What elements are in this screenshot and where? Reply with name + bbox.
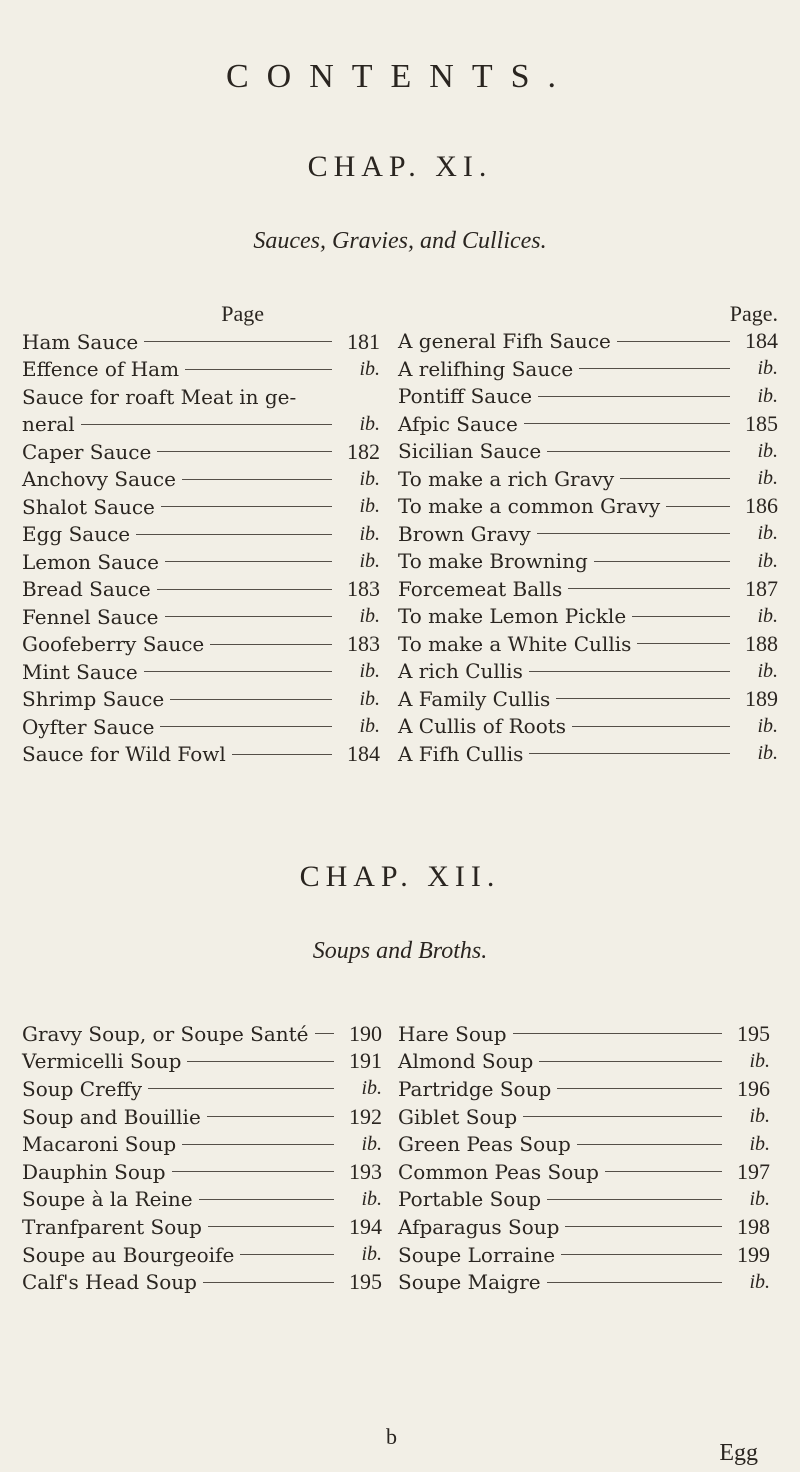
toc-entry-title: Oyfter Sauce xyxy=(22,714,155,739)
toc-entry xyxy=(22,713,380,741)
chapter-xi-right-column xyxy=(398,300,778,768)
leader-rule xyxy=(136,534,332,535)
toc-entry xyxy=(398,1213,770,1241)
toc-entry xyxy=(22,631,380,659)
toc-entry-title: To make Lemon Pickle xyxy=(398,604,627,629)
leader-rule xyxy=(208,1226,334,1227)
leader-rule xyxy=(529,671,730,672)
toc-entry-page: 196 xyxy=(737,1075,770,1101)
toc-entry xyxy=(398,1186,770,1214)
toc-entry xyxy=(22,411,380,439)
toc-entry xyxy=(398,1241,770,1269)
leader-rule xyxy=(170,699,332,700)
toc-entry-title: A Family Cullis xyxy=(398,686,551,711)
toc-entry-title: Vermicelli Soup xyxy=(22,1049,182,1074)
leader-rule xyxy=(556,698,730,699)
toc-entry xyxy=(22,1130,382,1158)
toc-entry-title: A Cullis of Roots xyxy=(398,714,567,739)
leader-rule xyxy=(547,451,730,452)
toc-entry xyxy=(398,465,778,493)
toc-entry-title: Forcemeat Balls xyxy=(398,576,563,601)
toc-entry xyxy=(22,686,380,714)
chapter-xii-right-column xyxy=(398,1020,770,1296)
leader-rule xyxy=(165,561,332,562)
toc-entry-title: Common Peas Soup xyxy=(398,1159,599,1184)
signature-mark: b xyxy=(386,1424,397,1449)
leader-rule xyxy=(666,506,730,507)
toc-entry-page: ib. xyxy=(749,1049,770,1072)
toc-entry-page: 195 xyxy=(737,1020,770,1046)
leader-rule xyxy=(605,1171,722,1172)
toc-entry-page: ib. xyxy=(359,687,380,710)
toc-entry-title: Soupe au Bourgeoife xyxy=(22,1242,235,1267)
leader-rule xyxy=(513,1033,722,1034)
toc-entry xyxy=(398,575,778,603)
leader-rule xyxy=(81,424,332,425)
toc-entry-page: ib. xyxy=(359,550,380,573)
leader-rule xyxy=(523,1116,722,1117)
toc-entry-title: Partridge Soup xyxy=(398,1076,552,1101)
toc-entry xyxy=(398,1158,770,1186)
leader-rule xyxy=(620,478,730,479)
toc-entry-page: 195 xyxy=(349,1269,382,1295)
toc-entry-page: ib. xyxy=(749,1270,770,1293)
toc-entry-title: Goofeberry Sauce xyxy=(22,632,205,657)
running-title: CONTENTS. xyxy=(225,58,575,95)
toc-entry xyxy=(22,1048,382,1076)
leader-rule xyxy=(529,753,730,754)
toc-entry-page: 184 xyxy=(745,328,778,354)
toc-entry-page: ib. xyxy=(359,605,380,628)
page-column-label: Page. xyxy=(729,301,778,326)
toc-entry-page: 191 xyxy=(349,1048,382,1074)
toc-entry xyxy=(398,1130,770,1158)
toc-entry-title: Afparagus Soup xyxy=(398,1214,560,1239)
toc-entry-title: Effence of Ham xyxy=(22,357,180,382)
leader-rule xyxy=(185,369,332,370)
toc-entry-title: Soup and Bouillie xyxy=(22,1104,201,1129)
toc-entry-page: 198 xyxy=(737,1213,770,1239)
toc-entry-page: ib. xyxy=(749,1187,770,1210)
toc-entry-title: Caper Sauce xyxy=(22,439,152,464)
toc-entry-page: ib. xyxy=(757,357,778,380)
toc-entry-title: Afpic Sauce xyxy=(398,411,518,436)
toc-entry-title: Anchovy Sauce xyxy=(22,467,176,492)
toc-entry-page: 184 xyxy=(347,741,380,767)
toc-entry-title: Lemon Sauce xyxy=(22,549,159,574)
toc-entry xyxy=(22,383,380,411)
toc-entry-page: ib. xyxy=(361,1077,382,1100)
leader-rule xyxy=(637,643,730,644)
toc-entry xyxy=(22,466,380,494)
toc-entry-title: Green Peas Soup xyxy=(398,1132,571,1157)
leader-rule xyxy=(539,1061,722,1062)
toc-entry-page: ib. xyxy=(359,467,380,490)
toc-entry xyxy=(398,383,778,411)
toc-entry-title: A rich Cullis xyxy=(398,659,523,684)
toc-entry xyxy=(22,658,380,686)
toc-entry-title: Dauphin Soup xyxy=(22,1159,166,1184)
toc-entry xyxy=(398,1020,770,1048)
toc-entry-title: Egg Sauce xyxy=(22,522,131,547)
toc-entry-title: Almond Soup xyxy=(398,1049,534,1074)
toc-entry xyxy=(398,493,778,521)
toc-entry-title: To make a White Cullis xyxy=(398,631,632,656)
leader-rule xyxy=(187,1061,334,1062)
toc-entry xyxy=(22,521,380,549)
leader-rule xyxy=(579,368,730,369)
toc-entry-title: To make a common Gravy xyxy=(398,494,661,519)
toc-entry-title: To make Browning xyxy=(398,549,588,574)
toc-entry-title: Brown Gravy xyxy=(398,521,531,546)
leader-rule xyxy=(161,506,332,507)
toc-entry-page: 185 xyxy=(745,410,778,436)
toc-entry-title: Soupe à la Reine xyxy=(22,1187,193,1212)
toc-entry xyxy=(22,1213,382,1241)
toc-entry-page: ib. xyxy=(361,1132,382,1155)
leader-rule xyxy=(240,1254,334,1255)
chapter-xi-heading: CHAP. XI. xyxy=(307,150,493,183)
toc-entry xyxy=(22,1020,382,1048)
toc-entry-page: 193 xyxy=(349,1158,382,1184)
leader-rule xyxy=(157,589,332,590)
toc-entry-title: A Fifh Cullis xyxy=(398,741,524,766)
toc-entry xyxy=(22,1186,382,1214)
toc-entry-page: ib. xyxy=(757,742,778,765)
toc-entry xyxy=(398,520,778,548)
toc-entry-page: 186 xyxy=(745,493,778,519)
chapter-xi-subtitle: Sauces, Gravies, and Cullices. xyxy=(253,228,547,254)
entry-list xyxy=(22,328,380,768)
catchword: Egg xyxy=(719,1440,758,1466)
toc-entry-page: 183 xyxy=(347,576,380,602)
toc-entry-page: ib. xyxy=(359,660,380,683)
toc-entry xyxy=(22,741,380,769)
toc-entry-page: 189 xyxy=(745,685,778,711)
leader-rule xyxy=(148,1088,334,1089)
toc-entry-title: Sicilian Sauce xyxy=(398,439,542,464)
entry-list xyxy=(398,1020,770,1296)
toc-entry-page: 199 xyxy=(737,1241,770,1267)
toc-entry-page: ib. xyxy=(359,495,380,518)
toc-entry-title: Shrimp Sauce xyxy=(22,687,165,712)
toc-entry-page: 190 xyxy=(349,1020,382,1046)
leader-rule xyxy=(210,644,332,645)
toc-entry xyxy=(398,410,778,438)
toc-entry-title: Soupe Maigre xyxy=(398,1270,541,1295)
toc-entry-page: 181 xyxy=(347,328,380,354)
toc-entry-page: ib. xyxy=(361,1243,382,1266)
leader-rule xyxy=(561,1254,722,1255)
toc-entry xyxy=(22,1268,382,1296)
leader-rule xyxy=(144,671,332,672)
toc-entry-page: 192 xyxy=(349,1103,382,1129)
toc-entry-page: 194 xyxy=(349,1213,382,1239)
toc-entry-page: 197 xyxy=(737,1158,770,1184)
leader-rule xyxy=(537,533,730,534)
toc-entry-page: ib. xyxy=(757,439,778,462)
toc-entry-page: 183 xyxy=(347,631,380,657)
leader-rule xyxy=(524,423,730,424)
toc-entry xyxy=(22,493,380,521)
toc-entry-page: ib. xyxy=(757,467,778,490)
toc-entry xyxy=(398,355,778,383)
toc-entry-page: 188 xyxy=(745,630,778,656)
toc-entry-title: Fennel Sauce xyxy=(22,604,159,629)
toc-entry-title: Sauce for Wild Fowl xyxy=(22,742,226,767)
toc-entry-page: ib. xyxy=(361,1187,382,1210)
toc-entry-page: 182 xyxy=(347,438,380,464)
leader-rule xyxy=(203,1282,334,1283)
toc-entry xyxy=(398,630,778,658)
toc-entry-title: Calf's Head Soup xyxy=(22,1270,197,1295)
leader-rule xyxy=(547,1282,722,1283)
toc-entry-page: ib. xyxy=(757,714,778,737)
leader-rule xyxy=(160,726,332,727)
toc-entry-title: Sauce for roaft Meat in ge- xyxy=(22,384,297,409)
toc-entry xyxy=(398,658,778,686)
leader-rule xyxy=(207,1116,334,1117)
toc-entry xyxy=(22,1241,382,1269)
toc-entry-title: Soupe Lorraine xyxy=(398,1242,556,1267)
leader-rule xyxy=(577,1144,722,1145)
leader-rule xyxy=(565,1226,722,1227)
toc-entry xyxy=(22,603,380,631)
toc-entry-page: ib. xyxy=(359,522,380,545)
toc-entry-title: Ham Sauce xyxy=(22,329,139,354)
toc-entry-title: Portable Soup xyxy=(398,1187,542,1212)
toc-entry-title: Soup Creffy xyxy=(22,1076,142,1101)
toc-entry-page: ib. xyxy=(749,1132,770,1155)
toc-entry-page: ib. xyxy=(359,715,380,738)
toc-entry-page: ib. xyxy=(757,549,778,572)
chapter-xii-heading: CHAP. XII. xyxy=(299,860,501,893)
toc-entry xyxy=(22,548,380,576)
toc-entry-title: A relifhing Sauce xyxy=(398,356,574,381)
leader-rule xyxy=(144,341,332,342)
leader-rule xyxy=(594,561,730,562)
toc-entry-title: neral xyxy=(22,412,75,437)
toc-entry xyxy=(398,1048,770,1076)
toc-entry xyxy=(22,1075,382,1103)
toc-entry xyxy=(398,740,778,768)
leader-rule xyxy=(568,588,730,589)
leader-rule xyxy=(199,1199,334,1200)
toc-entry xyxy=(22,1103,382,1131)
toc-entry-title: Giblet Soup xyxy=(398,1104,518,1129)
toc-entry-title: Pontiff Sauce xyxy=(398,384,533,409)
entry-list xyxy=(22,1020,382,1296)
toc-entry xyxy=(398,685,778,713)
toc-entry-title: Mint Sauce xyxy=(22,659,138,684)
page-column-label: Page xyxy=(221,301,264,326)
toc-entry-page: ib. xyxy=(749,1105,770,1128)
toc-entry-title: Gravy Soup, or Soupe Santé xyxy=(22,1021,309,1046)
toc-entry xyxy=(398,1075,770,1103)
toc-entry xyxy=(398,328,778,356)
toc-entry-title: Shalot Sauce xyxy=(22,494,155,519)
toc-entry xyxy=(398,713,778,741)
leader-rule xyxy=(557,1088,722,1089)
chapter-xii-left-column xyxy=(22,1020,382,1296)
toc-entry-title: Bread Sauce xyxy=(22,577,151,602)
toc-entry-page: ib. xyxy=(757,522,778,545)
leader-rule xyxy=(157,451,332,452)
toc-entry xyxy=(22,438,380,466)
leader-rule xyxy=(547,1199,722,1200)
toc-entry-title: Tranfparent Soup xyxy=(22,1214,202,1239)
toc-entry-title: Hare Soup xyxy=(398,1021,507,1046)
toc-entry xyxy=(398,1103,770,1131)
toc-entry-page: ib. xyxy=(359,357,380,380)
toc-entry-page: ib. xyxy=(757,384,778,407)
leader-rule xyxy=(538,396,730,397)
toc-entry xyxy=(22,356,380,384)
toc-entry xyxy=(398,1268,770,1296)
leader-rule xyxy=(572,726,730,727)
leader-rule xyxy=(182,479,332,480)
toc-entry xyxy=(22,328,380,356)
chapter-xi-left-column xyxy=(22,300,380,768)
toc-entry xyxy=(22,576,380,604)
toc-entry-page: ib. xyxy=(757,604,778,627)
leader-rule xyxy=(632,616,730,617)
entry-list xyxy=(398,300,778,768)
toc-entry-page: ib. xyxy=(757,659,778,682)
toc-entry xyxy=(398,438,778,466)
toc-entry-title: Macaroni Soup xyxy=(22,1132,177,1157)
toc-entry-title: To make a rich Gravy xyxy=(398,466,615,491)
toc-entry-page: ib. xyxy=(359,412,380,435)
chapter-xii-subtitle: Soups and Broths. xyxy=(312,938,488,964)
leader-rule xyxy=(315,1033,334,1034)
toc-entry xyxy=(398,603,778,631)
toc-entry-page: 187 xyxy=(745,575,778,601)
leader-rule xyxy=(165,616,332,617)
toc-entry xyxy=(22,1158,382,1186)
toc-entry xyxy=(398,548,778,576)
toc-entry-title: A general Fifh Sauce xyxy=(398,329,611,354)
toc-entry xyxy=(398,300,778,328)
leader-rule xyxy=(182,1144,334,1145)
leader-rule xyxy=(172,1171,334,1172)
leader-rule xyxy=(617,341,730,342)
leader-rule xyxy=(232,754,332,755)
